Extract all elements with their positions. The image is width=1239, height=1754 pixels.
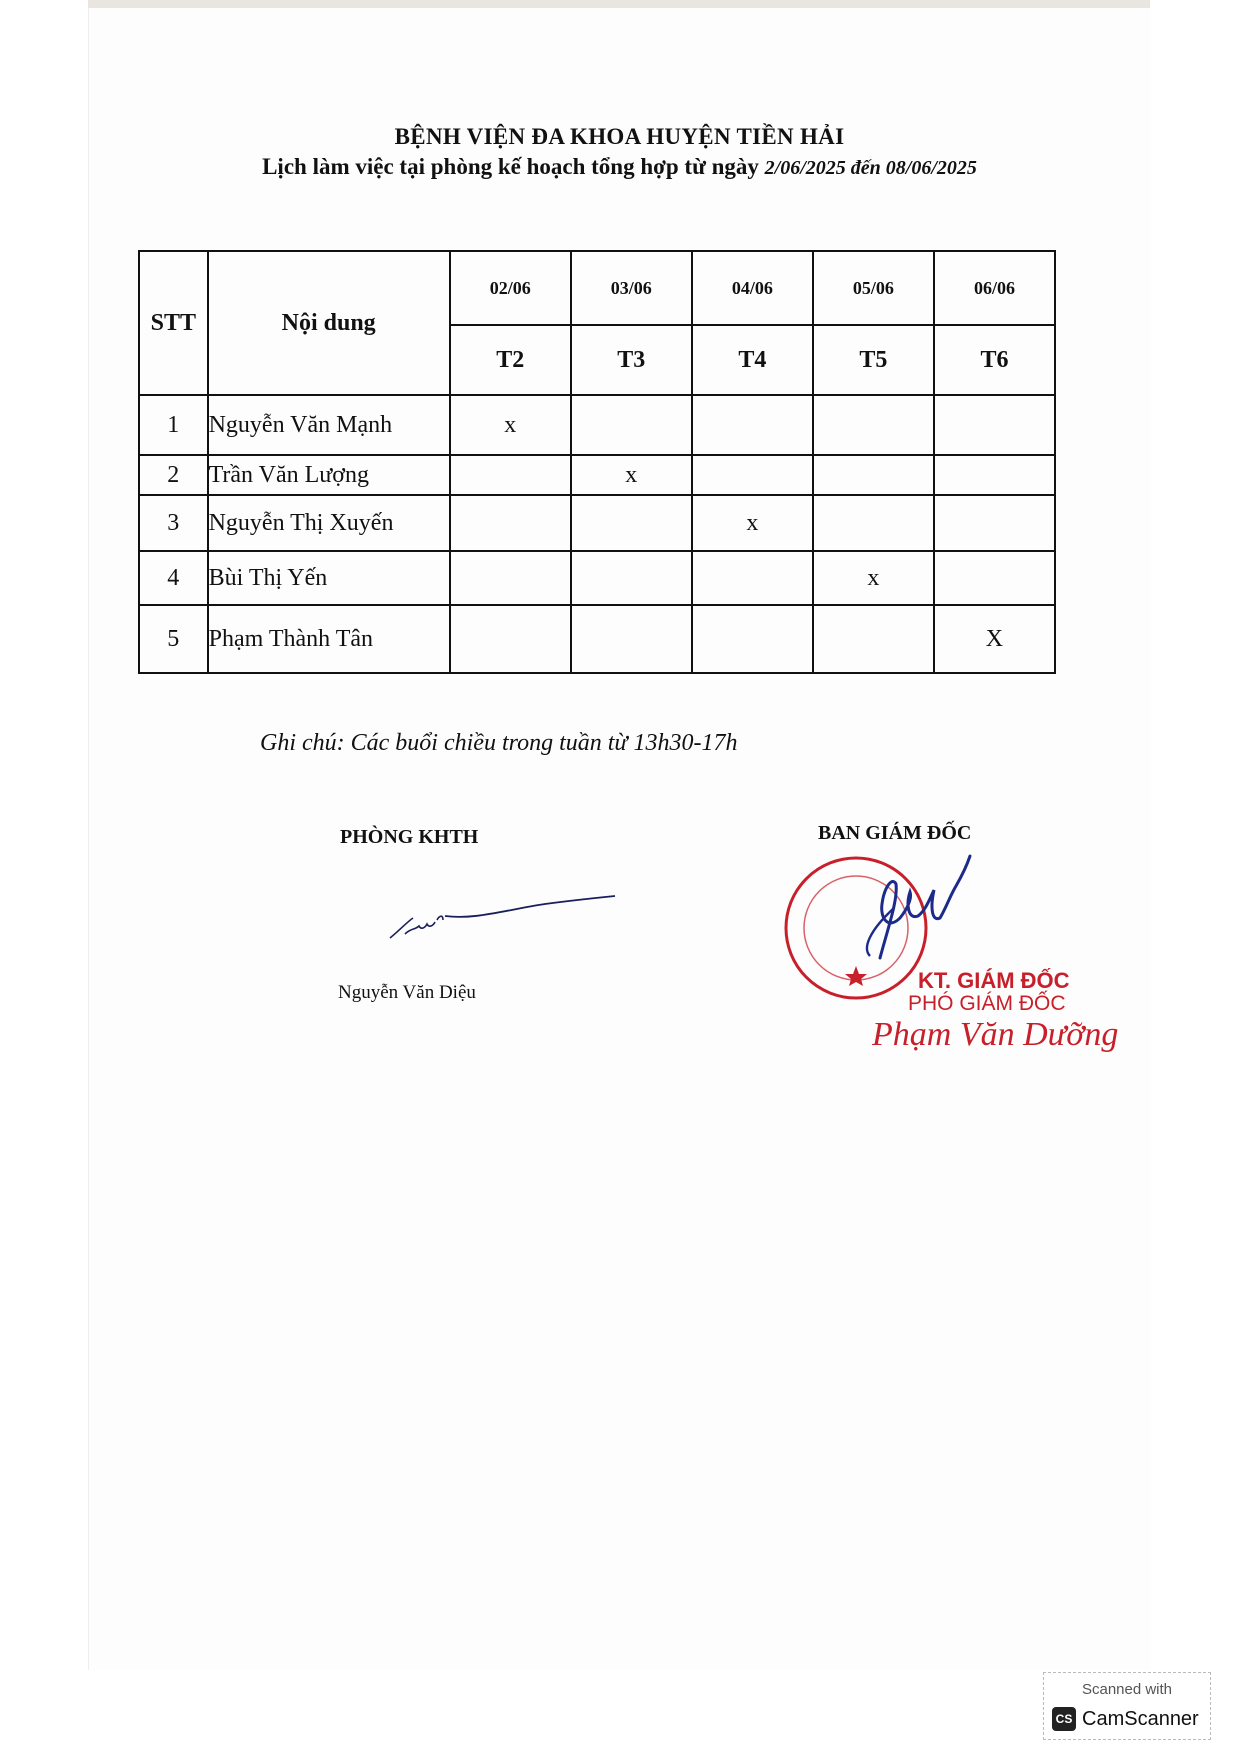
table-row (139, 495, 1055, 551)
right-signatory-title: BAN GIÁM ĐỐC (818, 822, 972, 844)
left-signatory-name: Nguyễn Văn Diệu (338, 982, 476, 1003)
header-weekday: T2 (450, 325, 571, 395)
camscanner-watermark (1043, 1672, 1211, 1740)
schedule-title (0, 154, 1239, 180)
duty-mark (813, 395, 934, 455)
duty-mark: x (450, 395, 571, 455)
duty-mark (450, 605, 571, 673)
header-content: Nội dung (208, 251, 450, 395)
duty-mark (934, 551, 1055, 605)
duty-mark (813, 495, 934, 551)
row-name: Nguyễn Văn Mạnh (208, 395, 450, 455)
row-stt: 3 (139, 495, 208, 551)
duty-mark (934, 495, 1055, 551)
row-stt: 4 (139, 551, 208, 605)
row-name: Nguyễn Thị Xuyến (208, 495, 450, 551)
header-date: 05/06 (813, 251, 934, 325)
duty-mark (450, 551, 571, 605)
watermark-brand: CamScanner (1082, 1708, 1199, 1730)
scan-edge (88, 0, 1150, 8)
table-row (139, 455, 1055, 495)
duty-mark: x (571, 455, 692, 495)
table-row (139, 605, 1055, 673)
right-signatory-subrole: PHÓ GIÁM ĐỐC (908, 992, 1066, 1015)
hospital-name: BỆNH VIỆN ĐA KHOA HUYỆN TIỀN HẢI (394, 124, 845, 149)
right-signatory-role: KT. GIÁM ĐỐC (918, 968, 1070, 993)
header-stt: STT (139, 251, 208, 395)
duty-mark (692, 395, 813, 455)
duty-mark (934, 395, 1055, 455)
table-row (139, 395, 1055, 455)
duty-mark (571, 495, 692, 551)
schedule-table (138, 250, 1056, 674)
header-date: 03/06 (571, 251, 692, 325)
handwritten-signature-icon (385, 890, 625, 950)
header-weekday: T5 (813, 325, 934, 395)
duty-mark: x (813, 551, 934, 605)
duty-mark (450, 455, 571, 495)
header-date: 04/06 (692, 251, 813, 325)
header-weekday: T4 (692, 325, 813, 395)
watermark-caption: Scanned with (1081, 1681, 1173, 1698)
header-weekday: T6 (934, 325, 1055, 395)
schedule-note: Ghi chú: Các buổi chiều trong tuần từ 13h30-17h (260, 730, 738, 756)
duty-mark (571, 395, 692, 455)
duty-mark (450, 495, 571, 551)
schedule-title-main: Lịch làm việc tại phòng kế hoạch tổng hợp từ ngày (262, 154, 765, 179)
schedule-date-range: 2/06/2025 đến 08/06/2025 (764, 157, 977, 179)
duty-mark: x (692, 495, 813, 551)
table-row (139, 551, 1055, 605)
row-stt: 1 (139, 395, 208, 455)
left-signatory-title: PHÒNG KHTH (340, 826, 479, 848)
header-date: 02/06 (450, 251, 571, 325)
duty-mark (571, 551, 692, 605)
duty-mark (934, 455, 1055, 495)
row-name: Phạm Thành Tân (208, 605, 450, 673)
row-stt: 2 (139, 455, 208, 495)
duty-mark (813, 605, 934, 673)
row-name: Trần Văn Lượng (208, 455, 450, 495)
duty-mark (692, 551, 813, 605)
camscanner-logo-icon: CS (1052, 1707, 1076, 1731)
duty-mark (813, 455, 934, 495)
duty-mark: X (934, 605, 1055, 673)
header-date: 06/06 (934, 251, 1055, 325)
row-stt: 5 (139, 605, 208, 673)
right-signatory-name: Phạm Văn Dưỡng (872, 1016, 1119, 1053)
duty-mark (692, 605, 813, 673)
duty-mark (692, 455, 813, 495)
row-name: Bùi Thị Yến (208, 551, 450, 605)
duty-mark (571, 605, 692, 673)
header-weekday: T3 (571, 325, 692, 395)
